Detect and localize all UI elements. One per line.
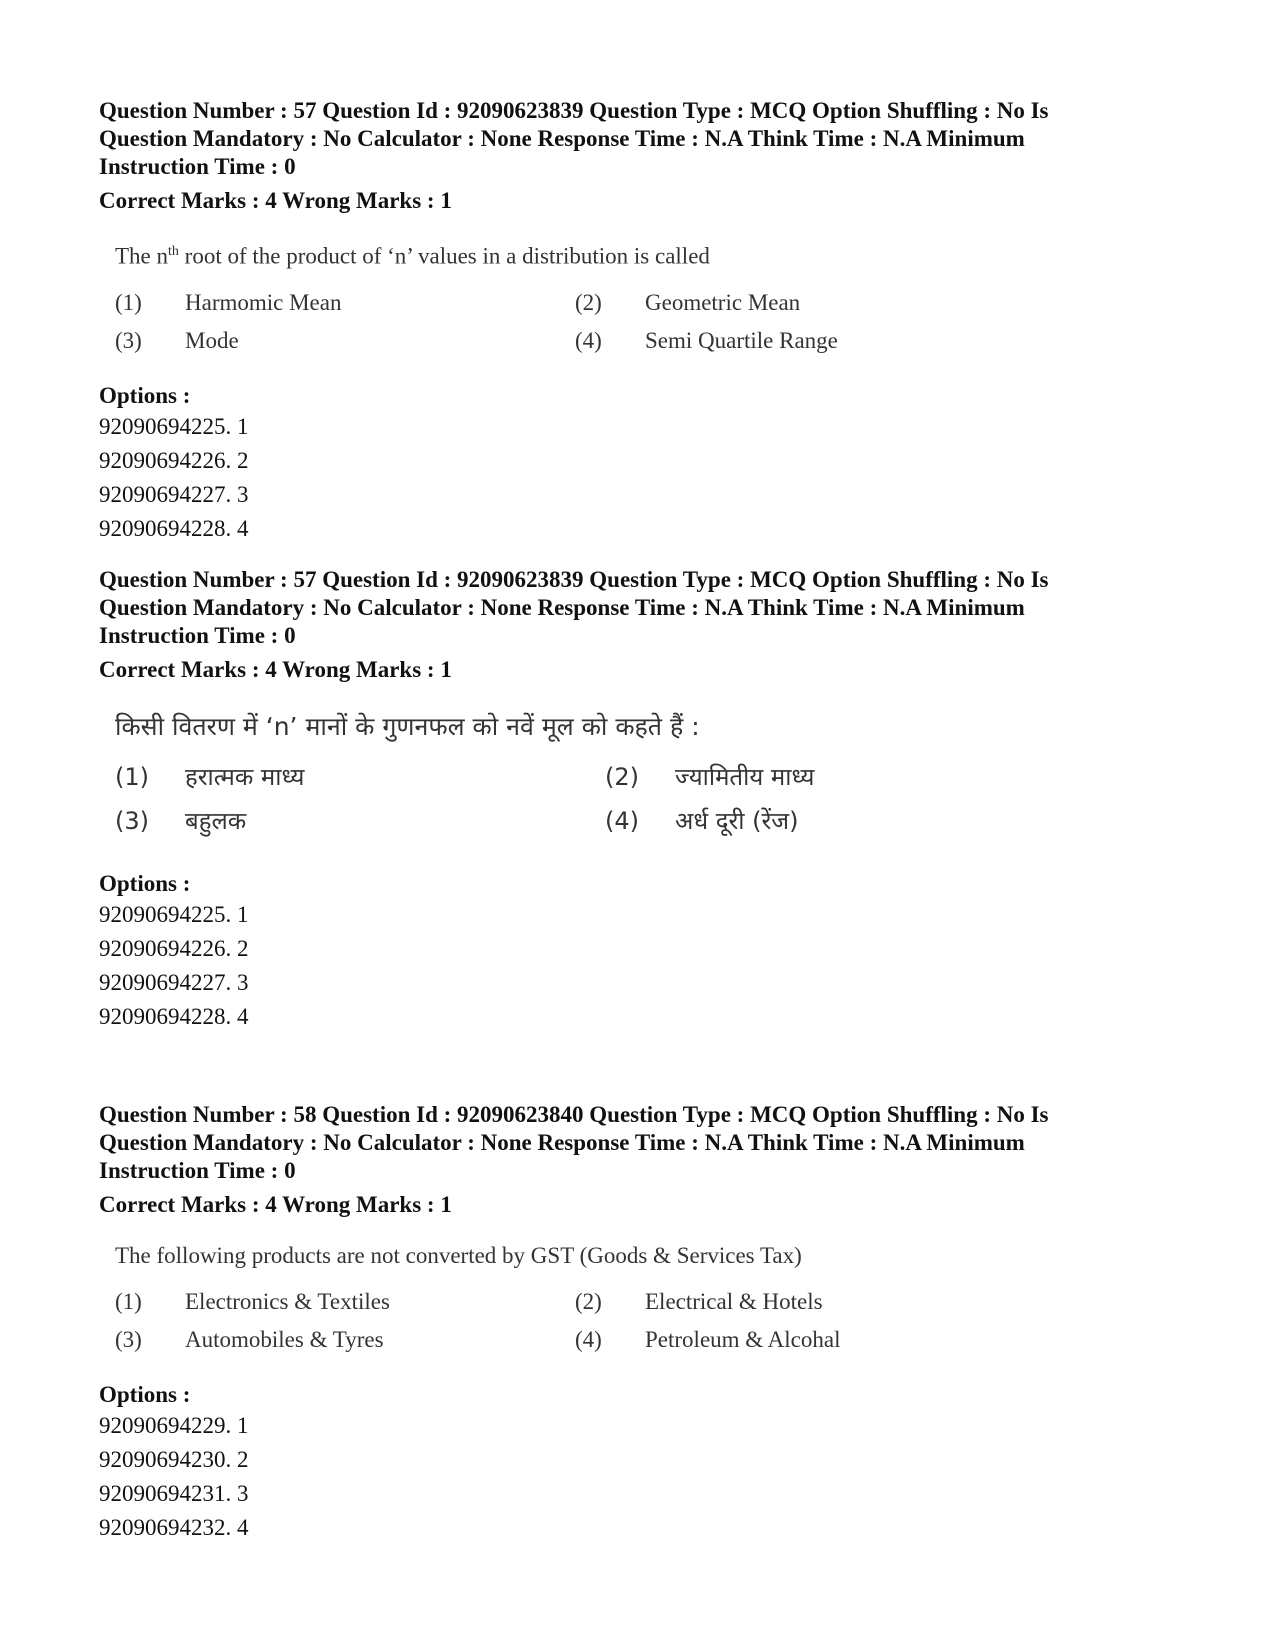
options-list xyxy=(99,1409,1159,1545)
answer-choice xyxy=(115,1325,384,1355)
choice-number: (3) xyxy=(115,327,142,353)
marks-line: Correct Marks : 4 Wrong Marks : 1 xyxy=(99,657,452,682)
answer-choice xyxy=(575,288,800,318)
answer-choice xyxy=(605,762,814,792)
choice-text: Electronics & Textiles xyxy=(185,1289,390,1314)
answer-choices xyxy=(115,1287,1159,1363)
option-id-line: 92090694226. 2 xyxy=(99,447,249,473)
option-id-line: 92090694225. 1 xyxy=(99,413,249,439)
answer-choice xyxy=(605,806,798,836)
answer-choice xyxy=(115,288,341,318)
question-meta-line: Question Number : 57 Question Id : 92090623839 Question Type : MCQ Option Shuffling : No Is xyxy=(99,567,1049,592)
question-stem xyxy=(115,237,1159,272)
choice-number: (2) xyxy=(575,1289,602,1314)
answer-choice xyxy=(115,762,304,792)
option-id-line: 92090694230. 2 xyxy=(99,1447,249,1472)
choice-number: (1) xyxy=(115,1289,142,1314)
option-id-line: 92090694225. 1 xyxy=(99,902,249,927)
question-meta xyxy=(99,566,1159,650)
question-meta-line: Question Mandatory : No Calculator : None Response Time : N.A Think Time : N.A Minimum xyxy=(99,126,1025,151)
choice-number: (2) xyxy=(575,289,602,315)
answer-choice xyxy=(115,326,239,356)
choice-number: (3) xyxy=(115,1327,142,1352)
choice-text: Automobiles & Tyres xyxy=(185,1327,384,1352)
options-label: Options : xyxy=(99,871,191,896)
stem-text: The n xyxy=(115,243,169,269)
question-block xyxy=(99,1101,1159,1545)
choice-text: Geometric Mean xyxy=(645,289,801,315)
choice-number: (4) xyxy=(575,1327,602,1352)
marks-line: Correct Marks : 4 Wrong Marks : 1 xyxy=(99,1192,452,1217)
choice-number: (3) xyxy=(115,807,149,835)
choice-text: Harmomic Mean xyxy=(185,289,342,315)
marks-line: Correct Marks : 4 Wrong Marks : 1 xyxy=(99,188,452,213)
question-meta-line: Instruction Time : 0 xyxy=(99,154,296,179)
choice-text: बहुलक xyxy=(185,807,247,835)
choice-number: (1) xyxy=(115,763,149,791)
option-id-line: 92090694231. 3 xyxy=(99,1481,249,1506)
options-list xyxy=(99,410,1159,546)
stem-text: root of the product of ‘n’ values in a distribution is called xyxy=(178,243,710,269)
option-id-line: 92090694229. 1 xyxy=(99,1413,249,1438)
question-block xyxy=(99,566,1159,1034)
question-meta-line: Question Mandatory : No Calculator : None Response Time : N.A Think Time : N.A Minimum xyxy=(99,1130,1025,1155)
option-id-line: 92090694227. 3 xyxy=(99,481,249,507)
question-meta-line: Question Number : 57 Question Id : 92090623839 Question Type : MCQ Option Shuffling : No Is xyxy=(99,98,1049,123)
answer-choice xyxy=(115,806,246,836)
choice-text: हरात्मक माध्य xyxy=(185,763,305,791)
choice-number: (2) xyxy=(605,763,639,791)
answer-choice xyxy=(115,1287,390,1317)
answer-choice xyxy=(575,1325,840,1355)
choice-text: Electrical & Hotels xyxy=(645,1289,823,1314)
option-id-line: 92090694227. 3 xyxy=(99,970,249,995)
option-id-line: 92090694228. 4 xyxy=(99,515,249,541)
choice-text: Mode xyxy=(185,327,239,353)
question-meta-line: Instruction Time : 0 xyxy=(99,623,296,648)
answer-choice xyxy=(575,1287,823,1317)
option-id-line: 92090694226. 2 xyxy=(99,936,249,961)
question-meta-line: Instruction Time : 0 xyxy=(99,1158,296,1183)
options-label: Options : xyxy=(99,382,191,408)
answer-choices xyxy=(115,288,1159,364)
question-stem: किसी वितरण में ‘n’ मानों के गुणनफल को नवें मूल को कहते हैं : xyxy=(115,712,700,741)
question-meta-line: Question Number : 58 Question Id : 92090623840 Question Type : MCQ Option Shuffling : No Is xyxy=(99,1102,1049,1127)
choice-text: ज्यामितीय माध्य xyxy=(675,763,815,791)
choice-text: Petroleum & Alcohal xyxy=(645,1327,841,1352)
question-stem: The following products are not converted by GST (Goods & Services Tax) xyxy=(115,1243,802,1268)
answer-choices xyxy=(115,762,1159,852)
question-meta xyxy=(99,97,1159,181)
question-meta xyxy=(99,1101,1159,1185)
choice-text: Semi Quartile Range xyxy=(645,327,838,353)
options-list xyxy=(99,898,1159,1034)
choice-text: अर्ध दूरी (रेंज) xyxy=(675,807,799,835)
question-meta-line: Question Mandatory : No Calculator : None Response Time : N.A Think Time : N.A Minimum xyxy=(99,595,1025,620)
choice-number: (4) xyxy=(575,327,602,353)
stem-superscript: th xyxy=(168,244,179,259)
option-id-line: 92090694228. 4 xyxy=(99,1004,249,1029)
choice-number: (4) xyxy=(605,807,639,835)
option-id-line: 92090694232. 4 xyxy=(99,1515,249,1540)
answer-choice xyxy=(575,326,838,356)
options-label: Options : xyxy=(99,1382,191,1407)
choice-number: (1) xyxy=(115,289,142,315)
question-block xyxy=(99,97,1159,546)
